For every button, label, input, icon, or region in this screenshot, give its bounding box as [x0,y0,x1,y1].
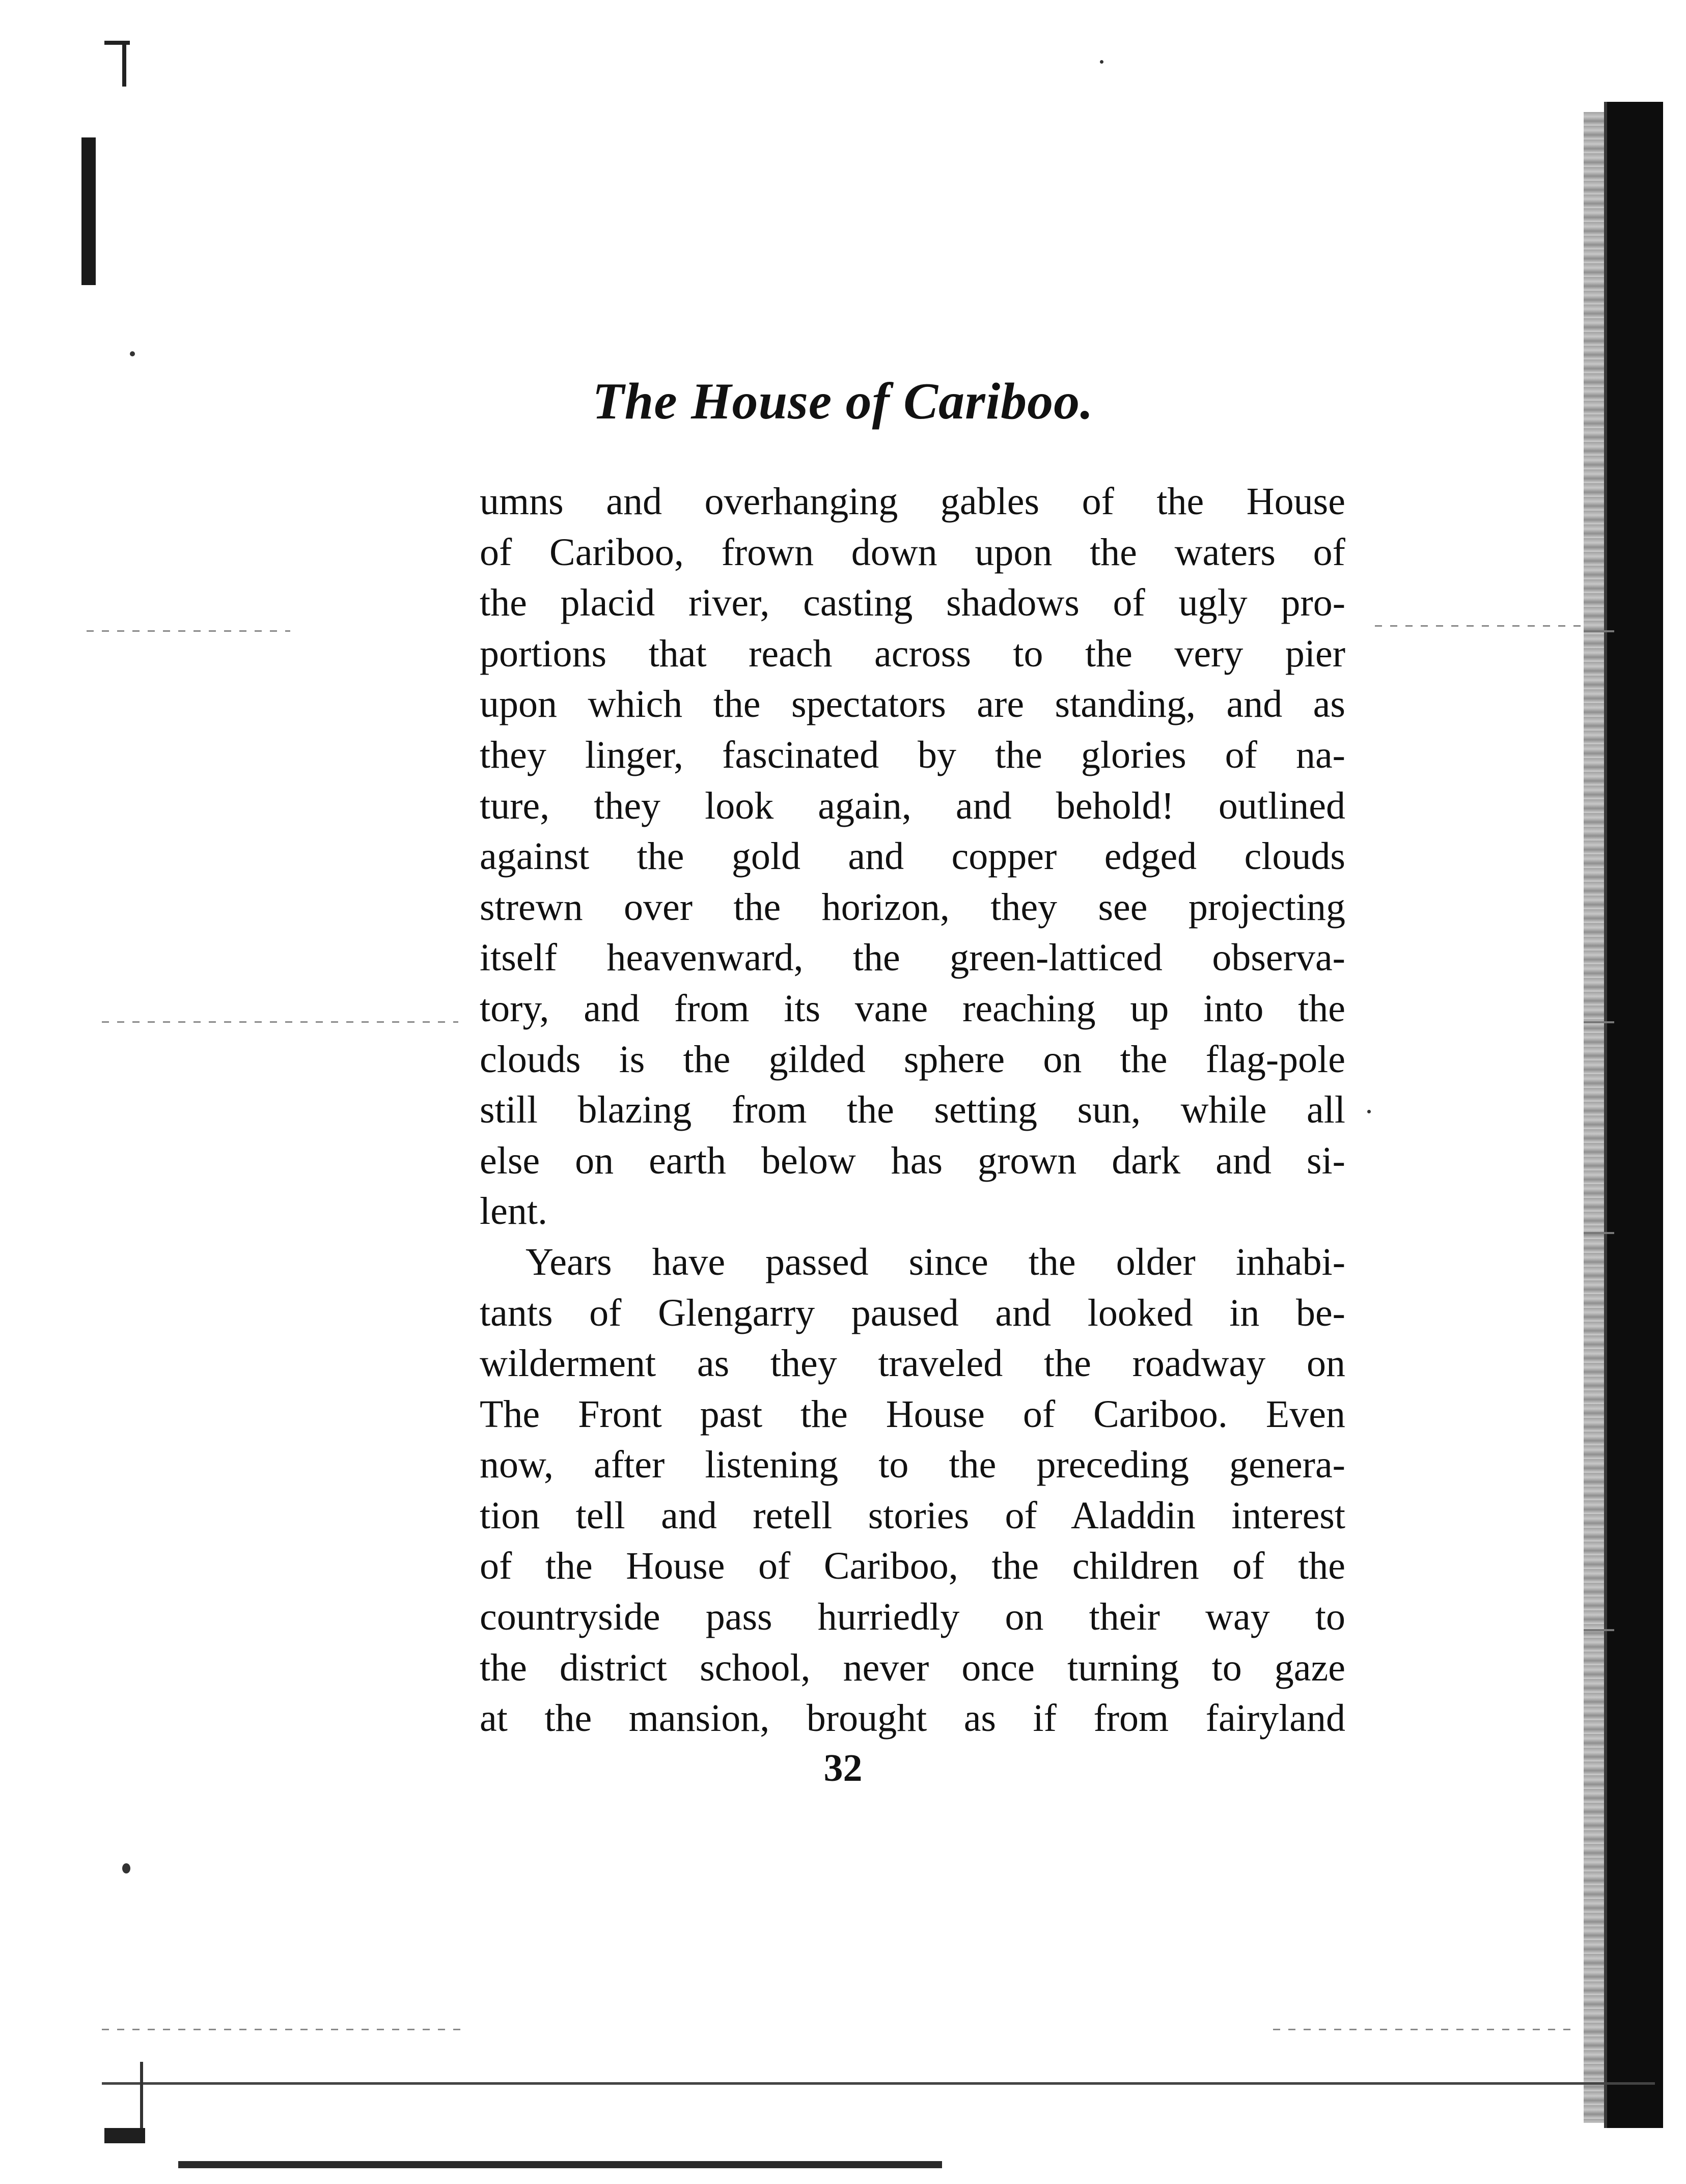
text-line: of Cariboo, frown down upon the waters of [480,530,1345,574]
text-line: strewn over the horizon, they see projecting [480,885,1345,929]
text-line: umns and overhanging gables of the House [480,480,1345,523]
scan-bottom-left-corner [104,2128,145,2143]
running-head: The House of Cariboo. [592,373,1094,430]
body-text [480,477,1345,1744]
text-line: portions that reach across to the very pier [480,632,1345,675]
text-line: else on earth below has grown dark and si- [480,1139,1345,1182]
text-line: tants of Glengarry paused and looked in be- [480,1291,1345,1334]
text-line: tion tell and retell stories of Aladdin interest [480,1494,1345,1537]
scan-dashed-line [87,630,290,632]
page-number: 32 [823,1747,863,1789]
scan-speck [130,351,135,356]
text-line: the district school, never once turning to gaze [480,1646,1345,1689]
text-line: they linger, fascinated by the glories of na- [480,733,1345,776]
scan-tick [1584,1629,1614,1631]
scan-dashed-line [102,2029,468,2030]
scan-dashed-line [1273,2029,1579,2030]
scan-bottom-bar [178,2161,942,2168]
text-line: now, after listening to the preceding genera- [480,1443,1345,1487]
text-line: upon which the spectators are standing, and as [480,683,1345,726]
text-line: itself heavenward, the green-latticed observa- [480,936,1345,979]
text-line: the placid river, casting shadows of ugly pro- [480,581,1345,625]
text-line: against the gold and copper edged clouds [480,835,1345,878]
text-line: ture, they look again, and behold! outlined [480,784,1345,827]
scan-tick [1584,1021,1614,1023]
text-line-paragraph-end: lent. [480,1190,547,1233]
text-line: of the House of Cariboo, the children of the [480,1545,1345,1588]
text-line: at the mansion, brought as if from fairyland [480,1697,1345,1740]
scan-dashed-line [1375,625,1589,627]
scan-dashed-line [102,1021,458,1023]
scan-speck [1367,1110,1371,1113]
text-line: The Front past the House of Cariboo. Even [480,1392,1345,1436]
text-line: still blazing from the setting sun, while all [480,1088,1345,1132]
text-line: countryside pass hurriedly on their way to [480,1595,1345,1639]
text-line-paragraph-start: Years have passed since the older inhabi- [526,1240,1345,1283]
scan-speck [122,1863,130,1873]
text-line: tory, and from its vane reaching up into the [480,987,1345,1030]
scan-bottom-rule [102,2082,1655,2085]
scan-corner-mark-vertical [122,41,126,87]
scan-speck [1100,60,1103,64]
scan-tick [1584,1232,1614,1234]
scan-edge-left-mark [81,137,96,285]
text-line: wilderment as they traveled the roadway on [480,1342,1345,1385]
text-line: clouds is the gilded sphere on the flag-pole [480,1038,1345,1081]
scan-tick [1584,630,1614,632]
